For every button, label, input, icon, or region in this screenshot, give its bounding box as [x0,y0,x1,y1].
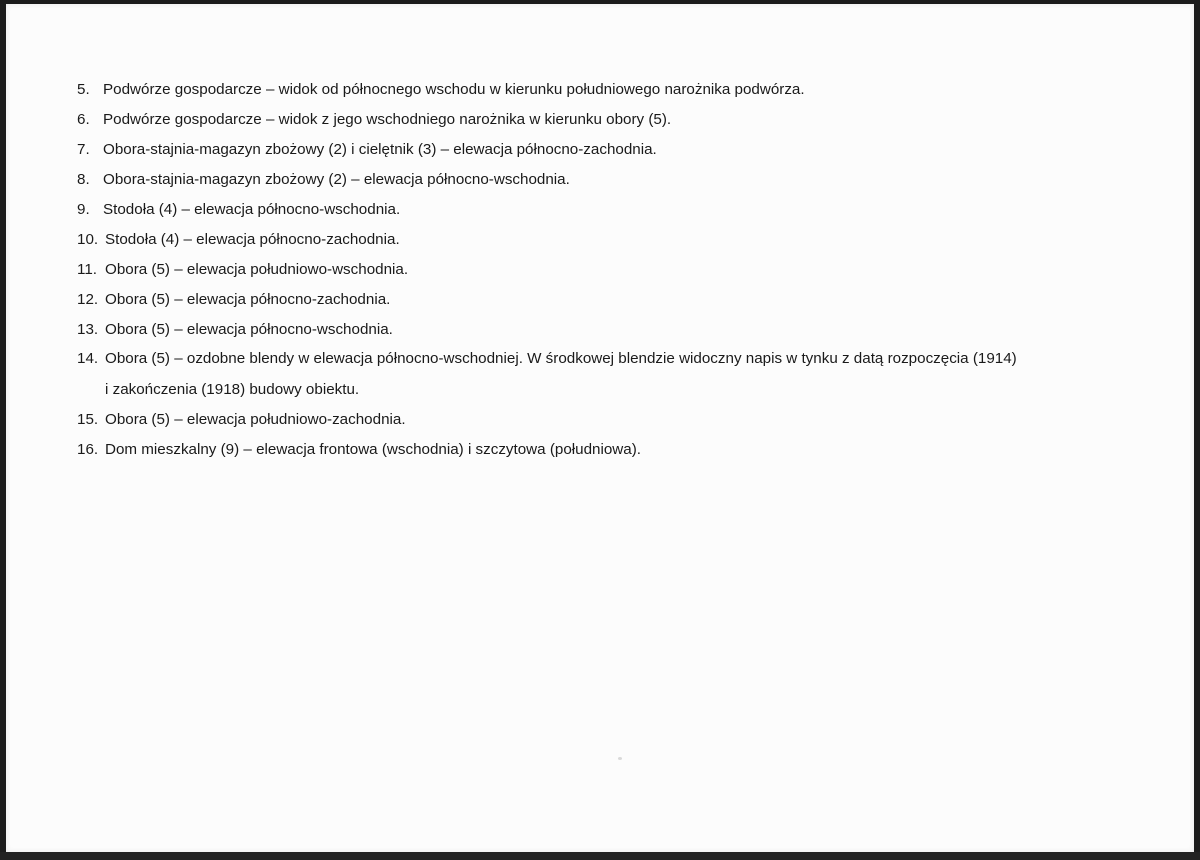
item-number: 8. [77,171,90,188]
item-text: Obora (5) – elewacja południowo-zachodnia. [105,411,406,428]
item-text: Obora-stajnia-magazyn zbożowy (2) – elewacja północno-wschodnia. [103,171,570,188]
list-item [77,291,390,308]
item-text: Obora-stajnia-magazyn zbożowy (2) i cielętnik (3) – elewacja północno-zachodnia. [103,141,657,158]
item-number: 7. [77,141,90,158]
item-number: 10. [77,231,99,248]
item-number: 14. [77,350,99,367]
list-item [77,111,671,128]
dust-speck [618,757,622,760]
list-item [77,350,1017,367]
list-item [77,441,641,458]
item-text: Obora (5) – elewacja północno-wschodnia. [105,321,393,338]
item-text: Stodoła (4) – elewacja północno-wschodnia. [103,201,401,218]
item-number: 15. [77,411,99,428]
list-item [77,171,570,188]
item-number: 16. [77,441,99,458]
item-text: Podwórze gospodarcze – widok z jego wschodniego narożnika w kierunku obory (5). [103,111,672,128]
list-item [77,81,805,98]
list-item [77,411,406,428]
item-text-continuation: i zakończenia (1918) budowy obiektu. [105,381,360,398]
paper-sheet [6,4,1194,852]
item-number: 13. [77,321,99,338]
item-number: 11. [77,261,97,278]
list-item-continuation [105,381,359,398]
item-text: Stodoła (4) – elewacja północno-zachodnia. [105,231,400,248]
list-item [77,261,408,278]
list-item [77,231,400,248]
list-item [77,141,657,158]
scan-edge [0,852,1200,860]
item-text: Obora (5) – elewacja południowo-wschodnia. [105,261,409,278]
item-number: 9. [77,201,90,218]
item-text: Obora (5) – ozdobne blendy w elewacja północno-wschodniej. W środkowej blendzie widoczny napis w tynku z datą rozpoczęcia (1914) [105,350,1017,367]
list-item [77,321,393,338]
item-number: 12. [77,291,99,308]
item-number: 5. [77,81,90,98]
item-text: Obora (5) – elewacja północno-zachodnia. [105,291,391,308]
item-text: Dom mieszkalny (9) – elewacja frontowa (wschodnia) i szczytowa (południowa). [105,441,641,458]
list-item [77,201,400,218]
item-text: Podwórze gospodarcze – widok od północnego wschodu w kierunku południowego narożnika podwórza. [103,81,805,98]
item-number: 6. [77,111,90,128]
